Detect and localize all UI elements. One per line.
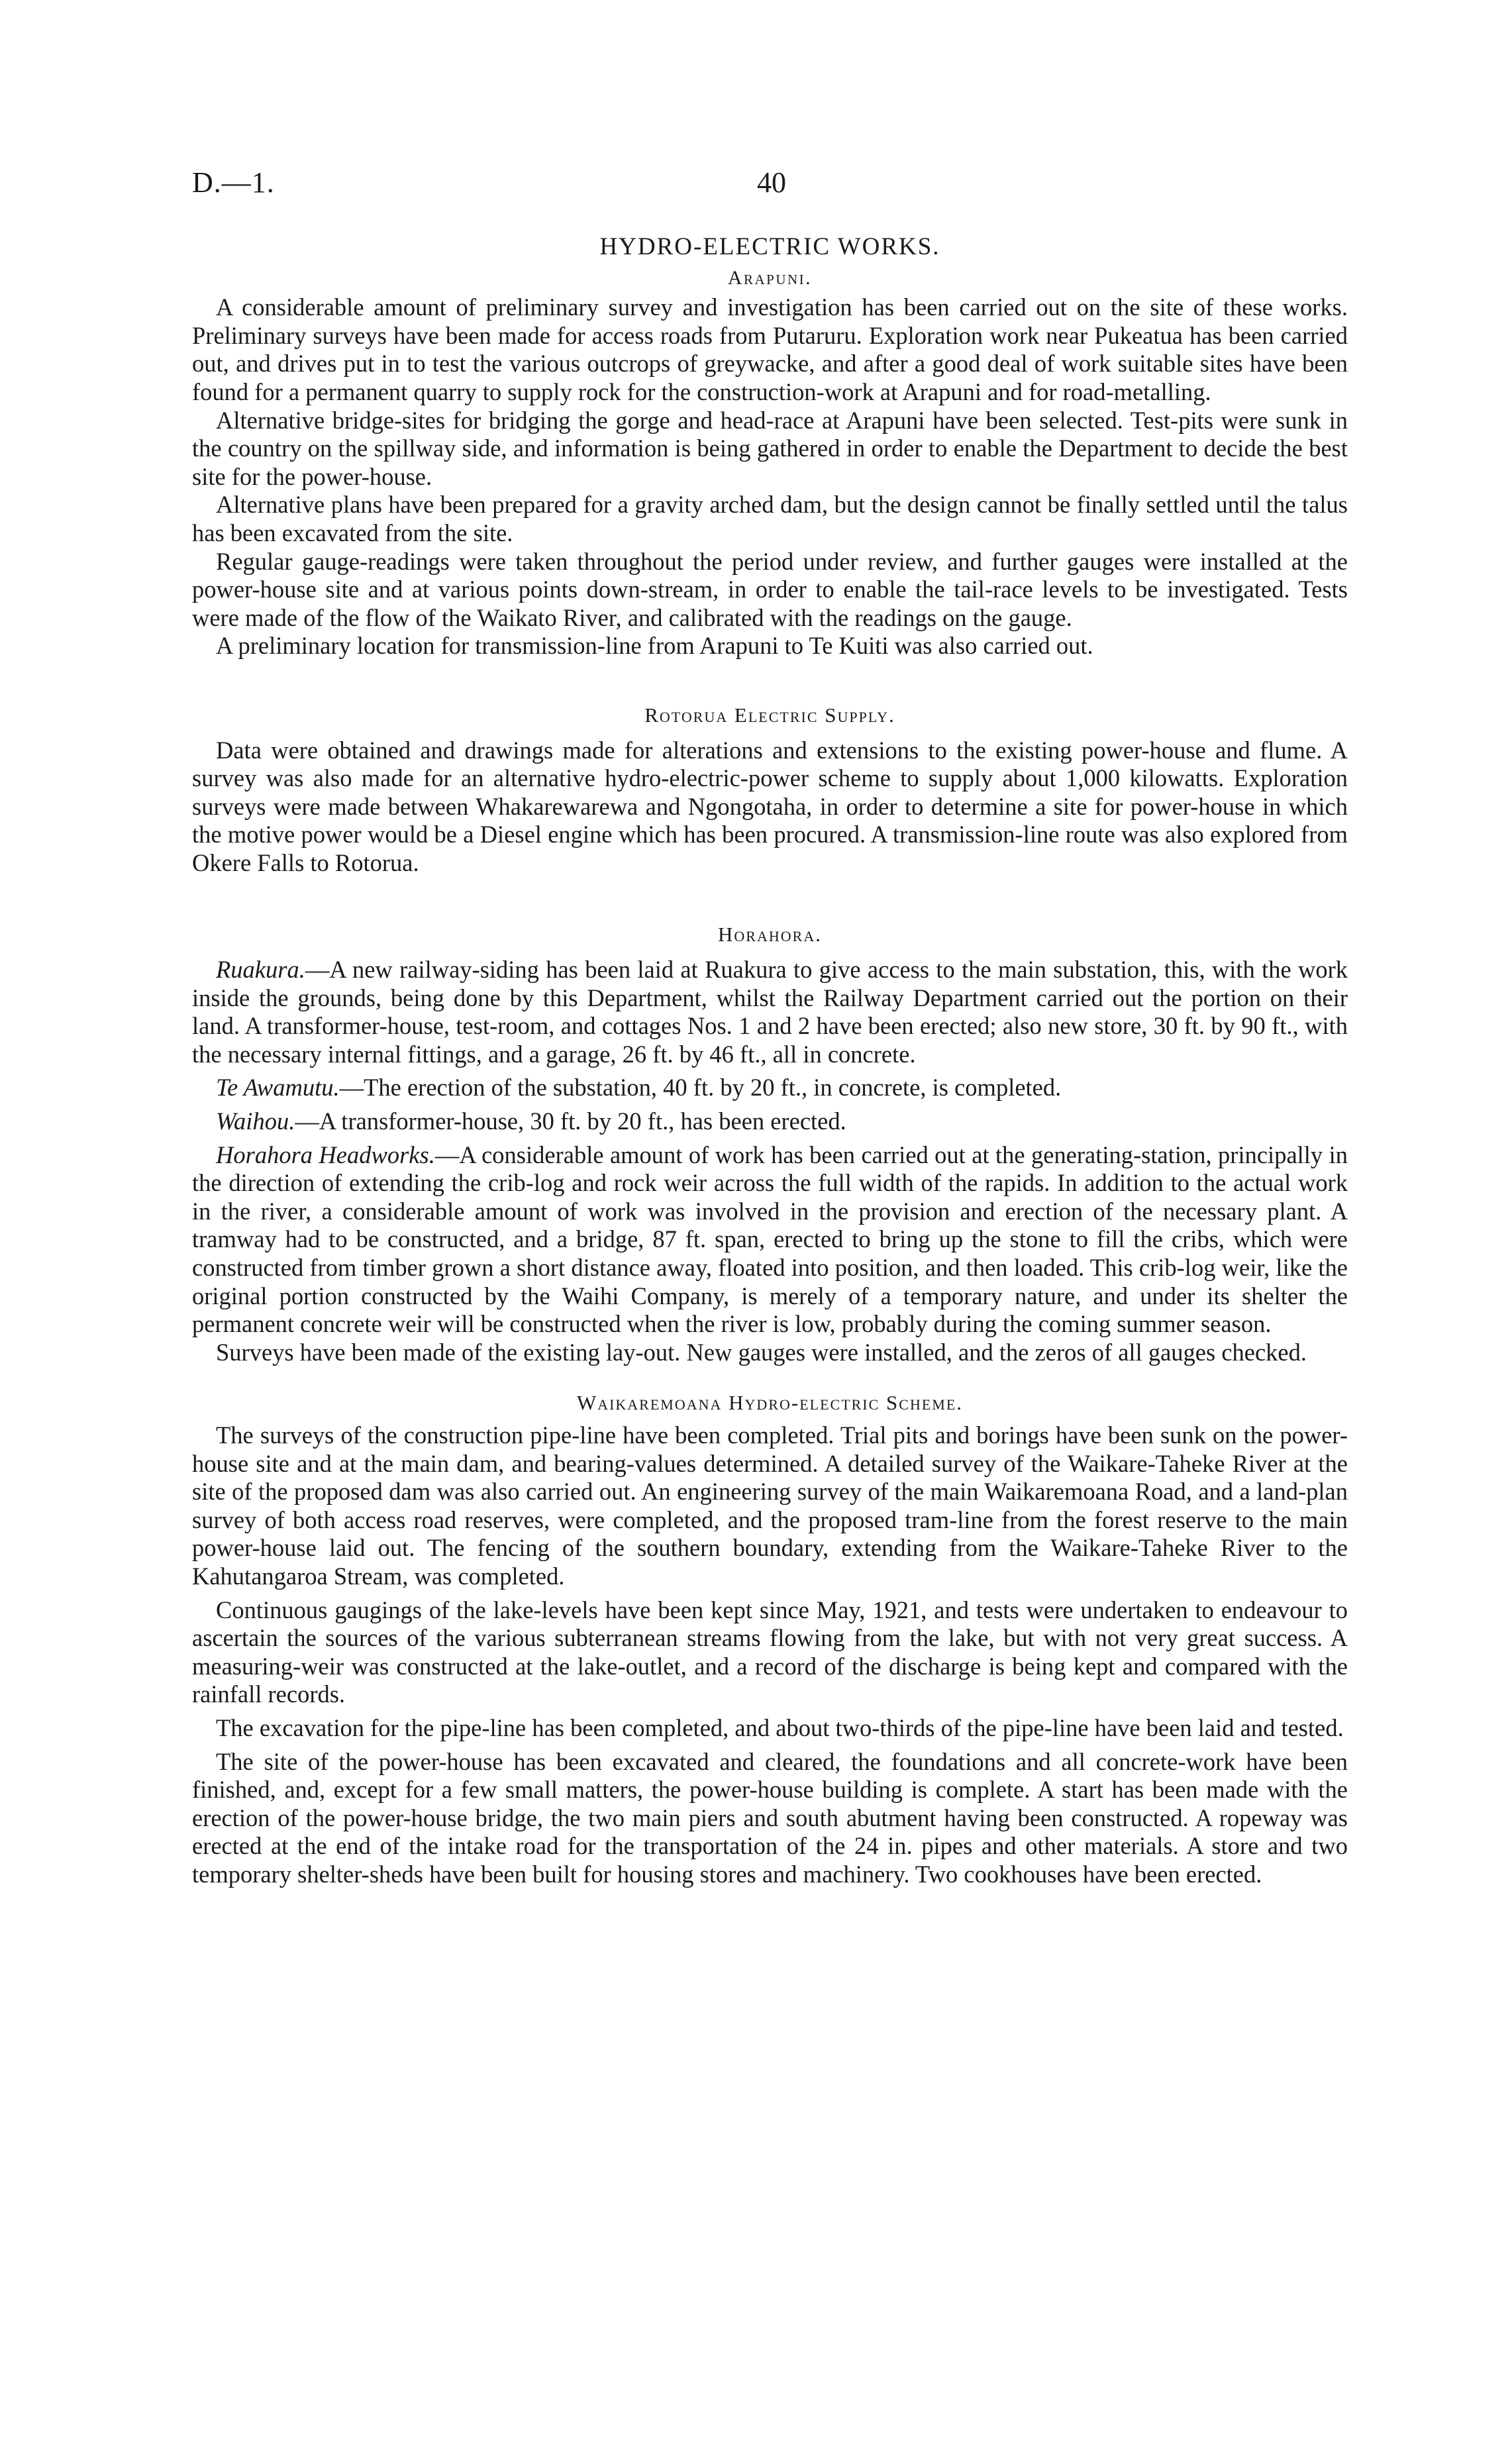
- section-rotorua: [192, 701, 1348, 878]
- section-waikaremoana: [192, 1389, 1348, 1888]
- run-in-label: Horahora Headworks.: [216, 1141, 435, 1168]
- paragraph: Surveys have been made of the existing lay-out. New gauges were installed, and the zeros of all gauges checked.: [216, 1338, 1307, 1366]
- section-heading-arapuni: Arapuni.: [727, 266, 813, 289]
- paragraph-text: —A new railway-siding has been laid at Ruakura to give access to the main substation, this, with the work inside the grounds, being done by this Department, whilst the Railway Department carried out the portion on their land. A transformer-house, test-room, and cottages Nos. 1 and 2 have been erected; also new store, 30 ft. by 90 ft., with the necessary internal fittings, and a garage, 26 ft. by 46 ft., all in concrete.: [192, 956, 1348, 1068]
- run-in-label: Waihou.: [216, 1107, 295, 1135]
- section-heading-waikaremoana: Waikaremoana Hydro-electric Scheme.: [576, 1391, 964, 1415]
- paragraph: Continuous gaugings of the lake-levels have been kept since May, 1921, and tests were undertaken to endeavour to ascertain the sources of the various subterranean streams flowing from the lake, but with not very great success. A measuring-weir was constructed at the lake-outlet, and a record of the discharge is being kept and compared with the rainfall records.: [192, 1596, 1348, 1708]
- paragraph: Alternative bridge-sites for bridging the gorge and head-race at Arapuni have been selected. Test-pits were sunk in the country on the spillway side, and information is being gathered in order to enable the Department to decide the best site for the power-house.: [192, 406, 1348, 490]
- paragraph-text: —The erection of the substation, 40 ft. by 20 ft., in concrete, is completed.: [339, 1074, 1062, 1102]
- paragraph: Data were obtained and drawings made for alterations and extensions to the existing power-house and flume. A survey was also made for an alternative hydro-electric-power scheme to supply about 1,000 kilowatts. Exploration surveys were made between Whakarewarewa and Ngongotaha, in order to determine a site for power-house in which the motive power would be a Diesel engine which has been procured. A transmission-line route was also explored from Okere Falls to Rotorua.: [192, 736, 1348, 876]
- page-title: HYDRO-ELECTRIC WORKS.: [599, 233, 940, 260]
- paragraph: Alternative plans have been prepared for a gravity arched dam, but the design cannot be finally settled until the talus has been excavated from the site.: [192, 491, 1348, 546]
- paragraph: The site of the power-house has been excavated and cleared, the foundations and all concrete-work have been finished, and, except for a few small matters, the power-house building is complete. A start has been made with the erection of the power-house bridge, the two main piers and south abutment having been constructed. A ropeway was erected at the end of the intake road for the transportation of the 24 in. pipes and other materials. A store and two temporary shelter-sheds have been built for housing stores and machinery. Two cookhouses have been erected.: [192, 1747, 1348, 1888]
- paragraph-text: —A transformer-house, 30 ft. by 20 ft., has been erected.: [295, 1107, 846, 1135]
- paragraph: A considerable amount of preliminary survey and investigation has been carried out on the site of these works. Preliminary surveys have been made for access roads from Putaruru. Exploration work near Pukeatua has been carried out, and drives put in to test the various outcrops of greywacke, and after a good deal of work suitable sites have been found for a permanent quarry to supply rock for the construction-work at Arapuni and for road-metalling.: [192, 293, 1348, 405]
- page-number: 40: [757, 166, 786, 199]
- paragraph-te-awamutu: [192, 1074, 1348, 1102]
- paragraph-headworks: [192, 1141, 1348, 1339]
- document-reference: D.—1.: [192, 166, 275, 199]
- paragraph: The excavation for the pipe-line has been completed, and about two-thirds of the pipe-line have been laid and tested.: [216, 1714, 1344, 1741]
- section-heading-rotorua: Rotorua Electric Supply.: [644, 703, 895, 727]
- paragraph-text: —A considerable amount of work has been carried out at the generating-station, principally in the direction of extending the crib-log and rock weir across the full width of the rapids. In addition to the actual work in the river, a considerable amount of work was involved in the provision and erection of the necessary plant. A tramway had to be constructed, and a bridge, 87 ft. span, erected to bring up the stone to fill the cribs, which were constructed from timber grown a short distance away, floated into position, and then loaded. This crib-log weir, like the original portion constructed by the Waihi Company, is merely of a temporary nature, and under its shelter the permanent concrete weir will be constructed when the river is low, probably during the coming summer season.: [192, 1141, 1348, 1338]
- paragraph-waihou: [192, 1107, 1348, 1136]
- run-in-label: Ruakura.: [216, 956, 305, 984]
- section-heading-horahora: Horahora.: [718, 923, 822, 947]
- paragraph: Regular gauge-readings were taken throughout the period under review, and further gauges were installed at the power-house site and at various points down-stream, in order to enable the tail-race levels to be investigated. Tests were made of the flow of the Waikato River, and calibrated with the readings on the gauge.: [192, 547, 1348, 631]
- paragraph: The surveys of the construction pipe-line have been completed. Trial pits and borings have been sunk on the power-house site and at the main dam, and bearing-values determined. A detailed survey of the Waikare-Taheke River at the site of the proposed dam was also carried out. An engineering survey of the main Waikaremoana Road, and a land-plan survey of both access road reserves, were completed, and the proposed tram-line from the forest reserve to the main power-house laid out. The fencing of the southern boundary, extending from the Waikare-Taheke River to the Kahutangaroa Stream, was completed.: [192, 1421, 1348, 1590]
- page-body: [192, 233, 1348, 1888]
- paragraph-ruakura: [192, 956, 1348, 1068]
- paragraph: A preliminary location for transmission-line from Arapuni to Te Kuiti was also carried out.: [216, 632, 1093, 660]
- section-horahora: [192, 921, 1348, 1366]
- run-in-label: Te Awamutu.: [216, 1074, 340, 1102]
- section-arapuni: [192, 264, 1348, 660]
